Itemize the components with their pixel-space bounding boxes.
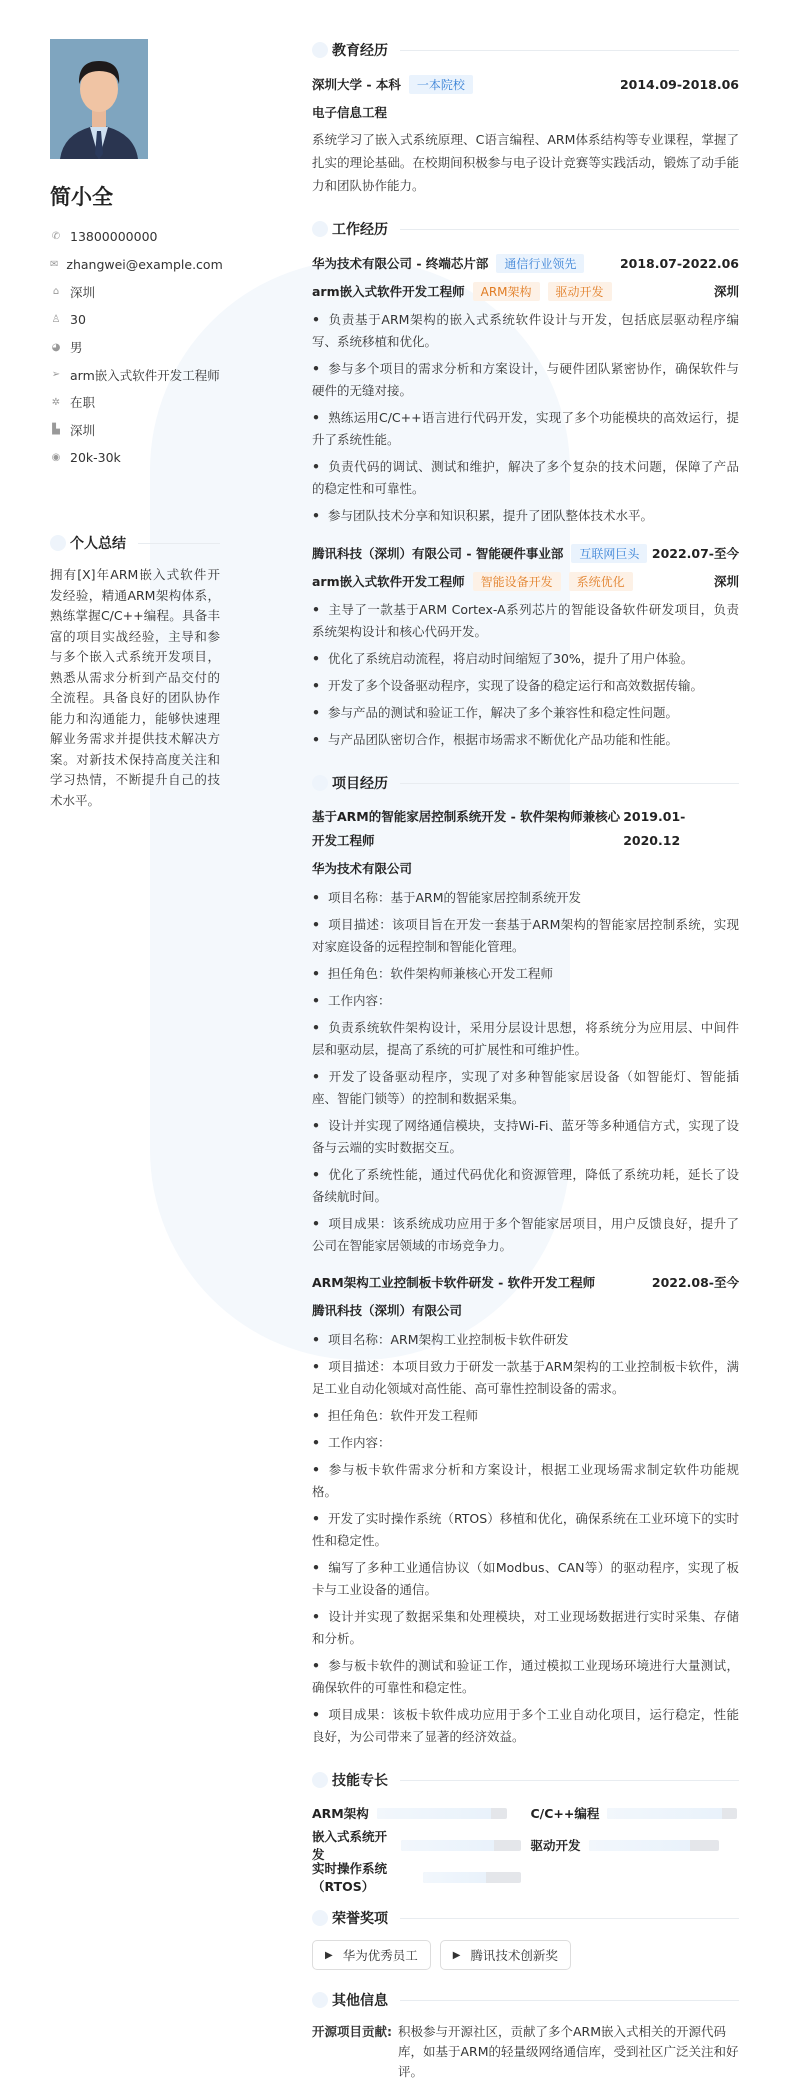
job-entry [312, 541, 739, 751]
contact-item [50, 306, 220, 334]
section-dot-icon [312, 1910, 328, 1926]
edu-desc: 系统学习了嵌入式系统原理、C语言编程、ARM体系结构等专业课程，掌握了扎实的理论基础。在校期间积极参与电子设计竞赛等实践活动，锻炼了动手能力和团队协作能力。 [312, 132, 739, 193]
job-header [312, 541, 739, 565]
job-bullets [312, 599, 739, 751]
section-header-projects [312, 771, 739, 795]
award-badge[interactable] [312, 1940, 431, 1970]
skill-bar-fill [607, 1808, 721, 1819]
section-header-work [312, 217, 739, 241]
project-entry [312, 1271, 739, 1748]
project-header [312, 805, 739, 853]
contact-item [50, 416, 220, 444]
contact-item [50, 444, 220, 472]
list-item: • 熟练运用C/C++语言进行代码开发，实现了多个功能模块的高效运行，提升了系统性能。 [312, 407, 739, 451]
summary-text: 拥有[X]年ARM嵌入式软件开发经验，精通ARM架构体系，熟练掌握C/C++编程。具备丰富的项目实战经验，主导和参与多个嵌入式系统开发项目，熟悉从需求分析到产品交付的全流程。具备良好的团队协作能力和沟通能力，能够快速理解业务需求并提供技术解决方案。对新技术保持高度关注和学习热情，不断提升自己的技术水平。 [50, 567, 220, 808]
section-title: 个人总结 [70, 536, 126, 553]
section-dot-icon [312, 1992, 328, 2008]
awards-section [312, 1906, 739, 1970]
salary-icon: ◉ [51, 452, 61, 464]
list-item: • 参与产品的测试和验证工作，解决了多个兼容性和稳定性问题。 [312, 702, 739, 724]
role: arm嵌入式软件开发工程师 [312, 284, 465, 299]
job-entry [312, 251, 739, 527]
skill-name: ARM架构 [312, 1806, 369, 1821]
job-date: 2018.07-2022.06 [619, 255, 739, 271]
divider [138, 543, 220, 544]
project-name: ARM架构工业控制板卡软件研发 - 软件开发工程师 [312, 1275, 596, 1290]
job-city: 深圳 [713, 574, 739, 589]
section-title: 教育经历 [332, 43, 388, 59]
list-item: • 优化了系统性能，通过代码优化和资源管理，降低了系统功耗，延长了设备续航时间。 [312, 1164, 739, 1208]
section-header-skills [312, 1768, 739, 1792]
section-dot-icon [50, 535, 66, 551]
section-dot-icon [312, 775, 328, 791]
other-label: 开源项目贡献: [312, 2024, 392, 2039]
gender-icon: ◕ [51, 341, 61, 353]
skill-item [531, 1834, 740, 1856]
work-section [312, 217, 739, 751]
company: 华为技术有限公司 - 终端芯片部 [312, 256, 489, 271]
section-title: 项目经历 [332, 776, 388, 792]
phone-icon: ✆ [51, 231, 61, 243]
play-icon: ▶ [452, 1949, 461, 1961]
other-text: 积极参与开源社区，贡献了多个ARM嵌入式相关的开源代码库，如基于ARM的轻量级网络通信库，受到社区广泛关注和好评。 [398, 2024, 739, 2079]
list-item: • 担任角色：软件开发工程师 [312, 1405, 739, 1427]
home-icon: ⌂ [52, 286, 60, 298]
skills-section [312, 1768, 739, 1894]
project-bullets [312, 1329, 739, 1748]
section-dot-icon [312, 1772, 328, 1788]
role: arm嵌入式软件开发工程师 [312, 574, 465, 589]
send-icon: ➢ [51, 369, 61, 381]
divider [400, 783, 739, 784]
list-item: • 主导了一款基于ARM Cortex-A系列芯片的智能设备软件研发项目，负责系统架构设计和核心代码开发。 [312, 599, 739, 643]
contact-text: zhangwei@example.com [66, 256, 223, 272]
company-tag: 互联网巨头 [571, 544, 647, 563]
divider [400, 229, 739, 230]
contact-text: 30 [70, 312, 86, 328]
skill-item [531, 1802, 740, 1824]
skill-bar-fill [401, 1840, 494, 1851]
other-section [312, 1988, 739, 2082]
project-company: 华为技术有限公司 [312, 861, 413, 876]
mail-icon: ✉ [50, 258, 59, 270]
skill-item [312, 1861, 521, 1894]
section-header-education [312, 38, 739, 62]
role-left [312, 282, 612, 301]
project-name: 基于ARM的智能家居控制系统开发 - 软件架构师兼核心开发工程师 [312, 809, 621, 848]
list-item: • 项目描述：本项目致力于研发一款基于ARM架构的工业控制板卡软件，满足工业自动化领域对高性能、高可靠性控制设备的需求。 [312, 1356, 739, 1400]
main-content [312, 38, 739, 2082]
play-icon: ▶ [325, 1949, 333, 1961]
projects-section [312, 771, 739, 1748]
status-icon: ✲ [51, 396, 61, 408]
section-dot-icon [312, 42, 328, 58]
skill-bar-fill [589, 1840, 690, 1851]
section-dot-icon [312, 221, 328, 237]
list-item: • 负责系统软件架构设计，采用分层设计思想，将系统分为应用层、中间件层和驱动层，提高了系统的可扩展性和可维护性。 [312, 1017, 739, 1061]
project-date: 2019.01-2020.12 [623, 809, 686, 848]
list-item: • 负责基于ARM架构的嵌入式系统软件设计与开发，包括底层驱动程序编写、系统移植和优化。 [312, 309, 739, 353]
company: 腾讯科技（深圳）有限公司 - 智能硬件事业部 [312, 546, 564, 561]
contact-text: 男 [70, 340, 83, 356]
section-title: 其他信息 [332, 1993, 388, 2009]
skill-bar [377, 1808, 507, 1819]
section-title: 荣誉奖项 [332, 1911, 388, 1927]
list-item: • 设计并实现了数据采集和处理模块，对工业现场数据进行实时采集、存储和分析。 [312, 1606, 739, 1650]
job-bullets [312, 309, 739, 527]
list-item: • 项目描述：该项目旨在开发一套基于ARM架构的智能家居控制系统，实现对家庭设备的远程控制和智能化管理。 [312, 914, 739, 958]
building-icon: ▙ [52, 424, 60, 436]
list-item: • 负责代码的调试、测试和维护，解决了多个复杂的技术问题，保障了产品的稳定性和可靠性。 [312, 456, 739, 500]
contact-text: 在职 [70, 395, 96, 411]
edu-date: 2014.09-2018.06 [619, 76, 739, 92]
skill-tag: ARM架构 [473, 282, 540, 301]
skill-bar [423, 1872, 521, 1883]
job-date: 2022.07-至今 [651, 546, 739, 561]
list-item: • 项目名称：基于ARM的智能家居控制系统开发 [312, 887, 739, 909]
project-entry [312, 805, 739, 1257]
divider [400, 1918, 739, 1919]
divider [400, 50, 739, 51]
list-item: • 开发了设备驱动程序，实现了对多种智能家居设备（如智能灯、智能插座、智能门锁等）的控制和数据采集。 [312, 1066, 739, 1110]
list-item: • 项目成果：该系统成功应用于多个智能家居项目，用户反馈良好，提升了公司在智能家居领域的市场竞争力。 [312, 1213, 739, 1257]
contact-text: 20k-30k [70, 450, 121, 466]
contact-text: arm嵌入式软件开发工程师 [70, 367, 220, 383]
contact-item [50, 361, 220, 389]
role-left [312, 572, 633, 591]
section-title: 工作经历 [332, 222, 388, 238]
skill-name: 驱动开发 [530, 1838, 581, 1853]
list-item: • 优化了系统启动流程，将启动时间缩短了30%，提升了用户体验。 [312, 648, 739, 670]
project-company: 腾讯科技（深圳）有限公司 [312, 1303, 463, 1318]
list-item: • 参与板卡软件的测试和验证工作，通过模拟工业现场环境进行大量测试，确保软件的可靠性和稳定性。 [312, 1655, 739, 1699]
skill-item [312, 1802, 521, 1824]
school-tag: 一本院校 [409, 75, 473, 94]
sidebar [50, 39, 223, 811]
job-role-row [312, 569, 739, 593]
job-header [312, 251, 739, 275]
job-left [312, 254, 584, 273]
skill-tag: 智能设备开发 [473, 572, 561, 591]
project-date: 2022.08-至今 [651, 1275, 739, 1290]
job-role-row [312, 279, 739, 303]
list-item: • 工作内容： [312, 1432, 739, 1454]
contact-item [50, 223, 220, 251]
major: 电子信息工程 [312, 105, 388, 120]
list-item: • 参与团队技术分享和知识积累，提升了团队整体技术水平。 [312, 505, 739, 527]
section-header-other [312, 1988, 739, 2012]
skill-bar [589, 1840, 719, 1851]
skill-bar [607, 1808, 737, 1819]
job-city: 深圳 [713, 284, 739, 299]
contact-item [50, 278, 220, 306]
skill-tag: 驱动开发 [548, 282, 612, 301]
contact-item [50, 333, 220, 361]
skill-bar [401, 1840, 521, 1851]
list-item: • 编写了多种工业通信协议（如Modbus、CAN等）的驱动程序，实现了板卡与工业设备的通信。 [312, 1557, 739, 1601]
avatar [50, 39, 148, 159]
project-bullets [312, 887, 739, 1257]
list-item: • 担任角色：软件架构师兼核心开发工程师 [312, 963, 739, 985]
project-header [312, 1271, 739, 1295]
contact-item [50, 389, 220, 417]
list-item: • 工作内容： [312, 990, 739, 1012]
school: 深圳大学 - 本科 [312, 77, 401, 92]
list-item: • 项目名称：ARM架构工业控制板卡软件研发 [312, 1329, 739, 1351]
list-item: • 与产品团队密切合作，根据市场需求不断优化产品功能和性能。 [312, 729, 739, 751]
divider [400, 2000, 739, 2001]
skill-bar-fill [377, 1808, 491, 1819]
list-item: • 开发了实时操作系统（RTOS）移植和优化，确保系统在工业环境下的实时性和稳定性。 [312, 1508, 739, 1552]
skill-bar-fill [423, 1872, 486, 1883]
section-header-awards [312, 1906, 739, 1930]
list-item: • 设计并实现了网络通信模块，支持Wi-Fi、蓝牙等多种通信方式，实现了设备与云端的实时数据交互。 [312, 1115, 739, 1159]
award-badge[interactable] [440, 1940, 571, 1970]
contact-text: 13800000000 [70, 229, 158, 245]
contact-item [50, 251, 223, 279]
award-name: 华为优秀员工 [342, 1948, 418, 1963]
list-item: • 开发了多个设备驱动程序，实现了设备的稳定运行和高效数据传输。 [312, 675, 739, 697]
section-title: 技能专长 [332, 1773, 388, 1789]
divider [400, 1780, 739, 1781]
section-header-summary [50, 531, 220, 555]
skill-name: 实时操作系统（RTOS） [312, 1861, 388, 1894]
candidate-name: 简小全 [50, 185, 113, 209]
award-name: 腾讯技术创新奖 [470, 1948, 558, 1963]
list-item: • 参与板卡软件需求分析和方案设计，根据工业现场需求制定软件功能规格。 [312, 1459, 739, 1503]
list-item: • 参与多个项目的需求分析和方案设计，与硬件团队紧密协作，确保软件与硬件的无缝对接。 [312, 358, 739, 402]
list-item: • 项目成果：该板卡软件成功应用于多个工业自动化项目，运行稳定，性能良好，为公司带来了显著的经济效益。 [312, 1704, 739, 1748]
contact-text: 深圳 [70, 422, 96, 438]
age-icon: ♙ [51, 314, 61, 326]
education-section [312, 38, 739, 197]
contact-text: 深圳 [70, 284, 96, 300]
skill-name: C/C++编程 [530, 1806, 600, 1821]
skill-tag: 系统优化 [569, 572, 633, 591]
company-tag: 通信行业领先 [496, 254, 584, 273]
job-left [312, 544, 647, 563]
skill-item [312, 1829, 521, 1862]
contact-list [50, 223, 223, 471]
skill-name: 嵌入式系统开发 [312, 1829, 388, 1862]
